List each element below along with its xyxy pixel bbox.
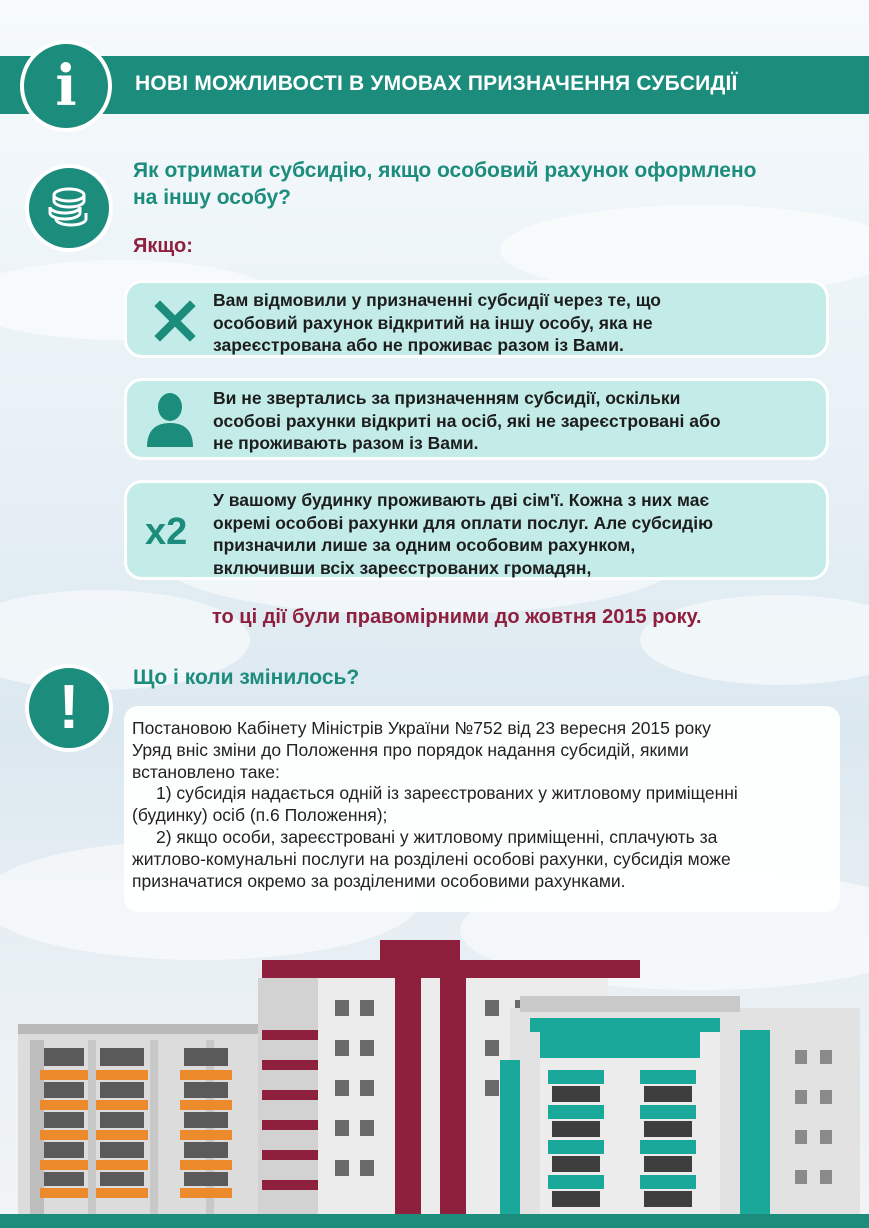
exclamation-icon: ! <box>25 664 113 752</box>
footer-bar <box>0 1214 869 1228</box>
changes-text-box <box>124 706 840 912</box>
apartment-buildings-illustration <box>0 920 869 1228</box>
section-2-title: Що і коли змінилось? <box>133 666 360 689</box>
card-1-text: Вам відмовили у призначенні субсидії через те, що особовий рахунок відкритий на іншу особу, яка не зареєстрована або не проживає разом із Вами. <box>213 290 661 355</box>
condition-card-3 <box>124 480 829 580</box>
card-3-text: У вашому будинку проживають дві сім'ї. Кожна з них має окремі особові рахунки для оплати послуг. Але субсидію призначили лише за одним особовим рахунком, включивши всіх зареєстрованих громадян, <box>213 490 714 578</box>
cross-icon <box>153 299 197 343</box>
condition-card-1 <box>124 280 829 358</box>
two-families-icon: x2 <box>145 511 188 553</box>
person-icon <box>145 389 195 449</box>
info-icon: i <box>20 40 112 132</box>
conclusion-text: то ці дії були правомірними до жовтня 2015 року. <box>212 606 702 628</box>
condition-card-2 <box>124 378 829 460</box>
coins-icon <box>25 164 113 252</box>
page-title: НОВІ МОЖЛИВОСТІ В УМОВАХ ПРИЗНАЧЕННЯ СУБСИДІЇ <box>135 72 738 95</box>
card-2-text: Ви не звертались за призначенням субсидії, оскільки особові рахунки відкриті на осіб, які не зареєстровані або не проживають разом із Вами. <box>213 388 721 453</box>
changes-text: Постановою Кабінету Міністрів України №752 від 23 вересня 2015 року Уряд вніс зміни до Положення про порядок надання субсидій, якими встановлено таке: 1) субсидія надається одній із зареєстрованих у житловому приміщенні (будинку) осіб (п.6 Положення); 2) якщо особи, зареєстровані у житловому приміщенні, сплачують за житлово-комунальні послуги на розділені особові рахунки, субсидія може призначатися окремо за розділеними особовими рахунками. <box>132 718 738 891</box>
section-question: Як отримати субсидію, якщо особовий рахунок оформлено на іншу особу? <box>133 159 757 209</box>
if-label: Якщо: <box>133 235 193 257</box>
